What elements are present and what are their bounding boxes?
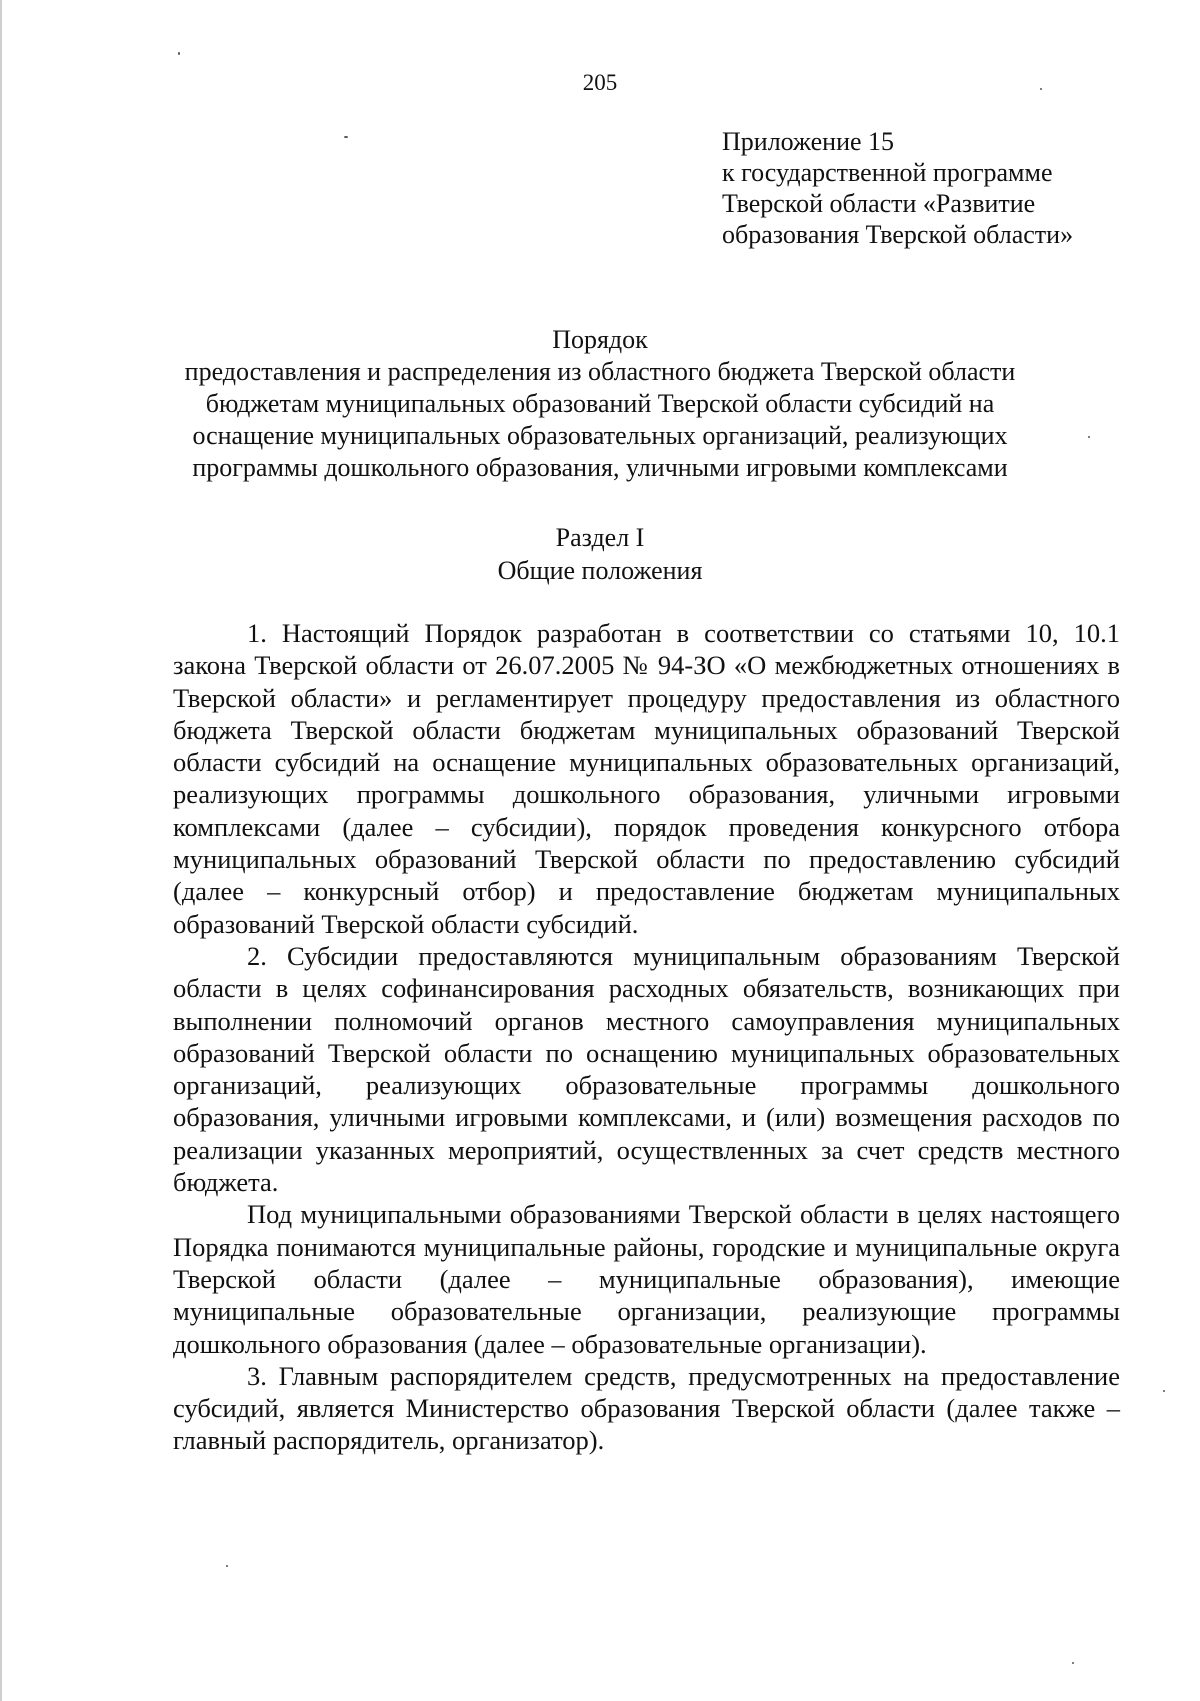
scan-speck (178, 52, 180, 55)
appendix-line: Тверской области «Развитие (722, 189, 1036, 218)
section-number: Раздел I (555, 523, 645, 552)
appendix-line: Приложение 15 (722, 127, 895, 156)
title-line: оснащение муниципальных образовательных организаций, реализующих (192, 421, 1008, 450)
paragraph: 3. Главным распорядителем средств, предусмотренных на предоставление субсидий, является Министерство образования Тверской области (далее также – главный распорядитель, организатор). (173, 1360, 1120, 1456)
scan-edge (0, 0, 2, 1701)
title-line: бюджетам муниципальных образований Тверской области субсидий на (205, 389, 995, 418)
scan-speck (1072, 1662, 1074, 1664)
paragraph: 1. Настоящий Порядок разработан в соответствии со статьями 10, 10.1 закона Тверской области от 26.07.2005 № 94-ЗО «О межбюджетных отношениях в Тверской области» и регламентирует процедуру предоставления из областного бюджета Тверской области бюджетам муниципальных образований Тверской области субсидий на оснащение муниципальных образовательных организаций, реализующих программы дошкольного образования, уличными игровыми комплексами (далее – субсидии), порядок проведения конкурсного отбора муниципальных образований Тверской области по предоставлению субсидий (далее – конкурсный отбор) и предоставление бюджетам муниципальных образований Тверской области субсидий. (173, 618, 1120, 939)
scan-speck (226, 1565, 228, 1567)
title-line: предоставления и распределения из областного бюджета Тверской области (184, 357, 1016, 386)
paragraph: Под муниципальными образованиями Тверской области в целях настоящего Порядка понимаются муниципальные районы, городские и муниципальные округа Тверской области (далее – муниципальные образования), имеющие муниципальные образовательные организации, реализующие программы дошкольного образования (далее – образовательные организации). (173, 1199, 1120, 1359)
appendix-line: образования Тверской области» (722, 220, 1074, 249)
title-line: программы дошкольного образования, уличными игровыми комплексами (192, 453, 1008, 482)
title-heading: Порядок (552, 325, 648, 354)
scan-speck (1088, 436, 1090, 438)
appendix-line: к государственной программе (722, 158, 1053, 187)
document-title (150, 324, 1050, 484)
page-number: 205 (582, 70, 618, 95)
section-name: Общие положения (497, 556, 703, 585)
scan-speck (1040, 88, 1042, 90)
appendix-reference (722, 126, 1073, 250)
scan-speck (1163, 1390, 1165, 1392)
section-heading (150, 521, 1050, 587)
body-text (173, 617, 1120, 1457)
paragraph: 2. Субсидии предоставляются муниципальным образованиям Тверской области в целях софинансирования расходных обязательств, возникающих при выполнении полномочий органов местного самоуправления муниципальных образований Тверской области по оснащению муниципальных образовательных организаций, реализующих образовательные программы дошкольного образования, уличными игровыми комплексами, и (или) возмещения расходов по реализации указанных мероприятий, осуществленных за счет средств местного бюджета. (173, 940, 1120, 1198)
scan-speck (344, 136, 348, 138)
